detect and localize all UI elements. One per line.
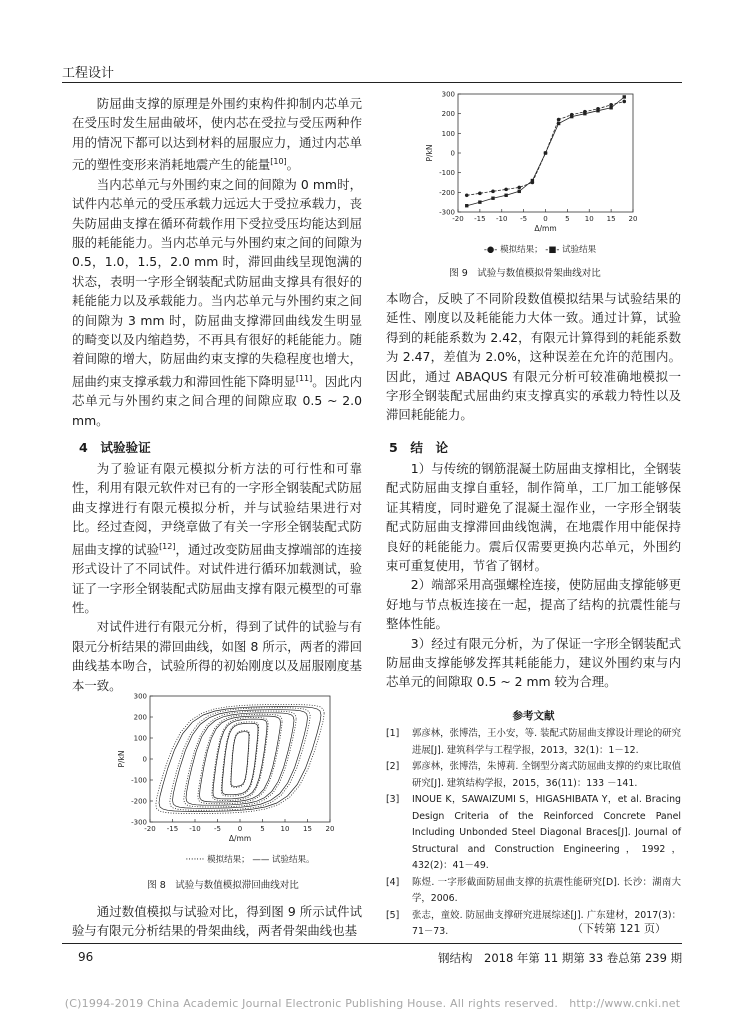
reference-item bbox=[386, 875, 681, 908]
fig9-y-axis-label: P/kN bbox=[425, 144, 434, 162]
fig8-dotted-loop bbox=[184, 711, 296, 807]
fig9-test-point bbox=[531, 179, 534, 182]
fig9-legend bbox=[445, 243, 635, 255]
reference-text: 张志，童姣. 防屈曲支撑研究进展综述[J]. 广东建材，2017(3)：71－73. bbox=[412, 909, 681, 937]
fig9-test-point bbox=[465, 204, 468, 207]
fig8-solid-loop bbox=[173, 710, 308, 809]
fig9-test-point bbox=[478, 200, 481, 203]
fig8-x-tick-label: 15 bbox=[303, 825, 312, 833]
fig9-sim-point bbox=[491, 190, 495, 194]
fig8-dotted-loop bbox=[212, 718, 268, 801]
left-column-bottom bbox=[72, 902, 362, 941]
fig9-sim-point bbox=[622, 100, 626, 104]
fig9-test-point bbox=[570, 115, 573, 118]
reference-list bbox=[386, 726, 681, 941]
running-header: 工程设计 bbox=[62, 66, 115, 81]
fig9-y-tick-label: -200 bbox=[439, 188, 455, 197]
reference-text: 郭彦林，张博浩，朱博莉. 全钢型分离式防屈曲支撑的约束比取值研究[J]. 建筑结构学报，2015，36(11)：133 －141. bbox=[412, 761, 681, 789]
section-heading-4: 4 试验验证 bbox=[79, 440, 151, 455]
fig9-test-point bbox=[491, 197, 494, 200]
left-column-top bbox=[72, 94, 362, 430]
reference-number: [5] bbox=[386, 909, 400, 921]
paragraph-coefficient: 本吻合，反映了不同阶段数值模拟结果与试验结果的延性、刚度以及耗能能力大体一致。通过计算，试验得到的耗能系数为 2.42，有限元计算得到的耗能系数为 2.47，差值为 2.0%，这种误差在允许的范围内。因此，通过 ABAQUS 有限元分析可较准确地模拟一字形全钢装配式屈曲约束支撑真实的承载力特性以及滞回耗能能力。 bbox=[386, 291, 681, 423]
fig8-y-tick-label: 100 bbox=[133, 734, 147, 743]
fig9-plot bbox=[425, 91, 637, 234]
fig9-y-tick-label: 200 bbox=[441, 110, 455, 119]
fig8-x-tick-label: -20 bbox=[144, 825, 156, 833]
fig8-x-tick-label: -5 bbox=[214, 825, 221, 833]
fig9-sim-point bbox=[517, 186, 521, 190]
fig9-x-tick-label: 15 bbox=[606, 215, 616, 223]
fig9-test-point bbox=[544, 151, 547, 154]
fig9-sim-point bbox=[478, 192, 482, 196]
fig9-y-tick-label: -300 bbox=[439, 208, 455, 217]
reference-text: 陈煜. 一字形截面防屈曲支撑的抗震性能研究[D]. 长沙：湖南大学，2006. bbox=[412, 876, 681, 904]
fig8-solid-loop bbox=[213, 719, 267, 799]
paragraph-fem: 对试件进行有限元分析，得到了试件的试验与有限元分析结果的滞回曲线，如图 8 所示，两者的滞回曲线基本吻合，试验所得的初始刚度以及屈服刚度基本一致。 bbox=[72, 619, 362, 693]
footer-rule bbox=[62, 943, 682, 944]
fig8-legend-sim: 模拟结果； bbox=[207, 855, 250, 865]
fig9-caption: 图 9 试验与数值模拟骨架曲线对比 bbox=[449, 268, 601, 279]
fig8-dotted-loop bbox=[221, 722, 258, 796]
paragraph-skeleton: 通过数值模拟与试验对比，得到图 9 所示试件试验与有限元分析结果的骨架曲线，两者骨架曲线也基 bbox=[72, 904, 362, 939]
figure-9-skeleton-chart bbox=[408, 88, 648, 243]
right-column-conclusions bbox=[386, 459, 681, 692]
fig8-x-tick-label: 0 bbox=[237, 825, 243, 833]
fig8-solid-loop bbox=[186, 713, 294, 805]
fig9-y-tick-label: 300 bbox=[441, 90, 455, 99]
fig8-x-tick-label: -10 bbox=[189, 825, 201, 833]
fig9-test-point bbox=[583, 112, 586, 115]
fig9-x-tick-label: 5 bbox=[565, 215, 570, 223]
reference-number: [3] bbox=[386, 794, 400, 805]
fig9-legend-test-swatch: -■- bbox=[545, 245, 560, 255]
continued-note: （下转第 121 页） bbox=[572, 922, 666, 935]
fig9-test-point bbox=[609, 106, 612, 109]
fig8-solid-loop bbox=[231, 732, 249, 787]
fig8-caption: 图 8 试验与数值模拟滞回曲线对比 bbox=[147, 880, 299, 891]
fig9-legend-test: 试验结果 bbox=[562, 245, 597, 255]
fig8-y-tick-label: 200 bbox=[133, 713, 147, 722]
reference-number: [2] bbox=[386, 761, 400, 772]
fig8-dotted-loop bbox=[198, 714, 282, 804]
reference-number: [1] bbox=[386, 728, 400, 739]
fig8-y-tick-label: -300 bbox=[131, 818, 147, 827]
reference-item bbox=[386, 726, 681, 759]
fig9-x-axis-label: Δ/mm bbox=[534, 224, 557, 233]
fig8-legend-sim-swatch: ······· bbox=[185, 855, 205, 865]
fig9-legend-sim-swatch: -●- bbox=[483, 245, 498, 255]
fig9-series-line bbox=[467, 102, 625, 196]
paragraph-gap: 当内芯单元与外围约束之间的间隙为 0 mm时，试件内芯单元的受压承载力远远大于受拉承载力，丧失防屈曲支撑在循环荷载作用下受拉受压均能达到屈服的耗能能力。当内芯单元与外围约束之间的间隙为 0.5，1.0，1.5，2.0 mm 时，滞回曲线呈现饱满的状态，表明一字形全钢装配式防屈曲支撑具有很好的耗能能力以及承载能力。当内芯单元与外围约束之间的间隙为 3 mm 时，防屈曲支撑滞回曲线发生明显的畸变以及内缩趋势，不再具有很好的耗能能力。随着间隙的增大，防屈曲约束支撑的失稳程度也增大，屈曲约束支撑承载力和滞回性能下降明显[11]。因此内芯单元与外围约束之间合理的间隙应取 0.5 ~ 2.0 mm。 bbox=[72, 176, 363, 428]
paragraph-verification: 为了验证有限元模拟分析方法的可行性和可靠性，利用有限元软件对已有的一字形全钢装配式防屈曲支撑进行有限元模拟分析，并与试验结果进行对比。经过查阅，尹绕章做了有关一字形全钢装配式防屈曲支撑的试验[12]，通过改变防屈曲支撑端部的连接形式设计了不同试件。对试件进行循环加载测试，验证了一字形全钢装配式防屈曲支撑有限元模型的可靠性。 bbox=[72, 461, 363, 615]
fig9-x-tick-label: -20 bbox=[452, 215, 464, 223]
fig8-x-tick-label: 5 bbox=[260, 825, 265, 833]
fig9-test-point bbox=[518, 190, 521, 193]
fig8-solid-loop bbox=[222, 723, 258, 794]
fig8-y-tick-label: 300 bbox=[133, 692, 147, 701]
conclusion-2: 2）端部采用高强螺栓连接，使防屈曲支撑能够更好地与节点板连接在一起，提高了结构的抗震性能与整体性能。 bbox=[386, 577, 681, 632]
fig8-legend-test-swatch: —— bbox=[252, 855, 270, 865]
references-title: 参考文献 bbox=[512, 710, 555, 722]
fig8-plot bbox=[117, 693, 334, 844]
fig8-x-tick-label: -15 bbox=[166, 825, 179, 833]
page-number: 96 bbox=[78, 950, 94, 964]
fig8-dotted-loop bbox=[156, 704, 324, 813]
conclusion-3: 3）经过有限元分析，为了保证一字形全钢装配式防屈曲支撑能够发挥其耗能能力，建议外围约束与内芯单元的间隙取 0.5 ~ 2 mm 较为合理。 bbox=[386, 635, 681, 690]
fig8-x-tick-label: 20 bbox=[325, 825, 335, 833]
reference-text: INOUE K，SAWAIZUMI S，HIGASHIBATA Y，et al. Bracing Design Criteria of the Reinforced Concrete Panel Including Unbonded Steel Diagonal Braces[J]. Journal of Structural and Construction Engineering，1992，432(2)：41－49. bbox=[412, 794, 681, 871]
fig8-y-tick-label: -200 bbox=[131, 797, 147, 806]
fig9-y-tick-label: 0 bbox=[450, 149, 455, 158]
copyright-watermark: (C)1994-2019 China Academic Journal Electronic Publishing House. All rights reserved. http://www.cnki.net bbox=[64, 997, 681, 1010]
fig9-x-tick-label: -10 bbox=[496, 215, 508, 223]
fig8-dotted-loop bbox=[231, 731, 250, 788]
fig9-y-tick-label: 100 bbox=[441, 129, 455, 138]
fig9-y-tick-label: -100 bbox=[439, 169, 455, 178]
fig8-x-tick-label: 10 bbox=[280, 825, 290, 833]
fig9-test-point bbox=[504, 194, 507, 197]
fig9-x-tick-label: 0 bbox=[543, 215, 548, 223]
fig9-sim-point bbox=[465, 193, 469, 197]
fig8-y-tick-label: 0 bbox=[142, 755, 147, 764]
header-rule bbox=[62, 82, 682, 83]
fig8-y-axis-label: P/kN bbox=[117, 750, 126, 768]
fig8-x-axis-label: Δ/mm bbox=[228, 834, 252, 843]
section-heading-5: 5 结 论 bbox=[389, 440, 449, 455]
fig8-solid-loop bbox=[159, 707, 321, 812]
fig8-dotted-loop bbox=[170, 708, 310, 811]
fig9-sim-point bbox=[504, 188, 508, 192]
fig9-legend-sim: 模拟结果； bbox=[500, 245, 543, 255]
journal-info: 钢结构 2018 年第 11 期第 33 卷总第 239 期 bbox=[438, 951, 683, 965]
fig8-legend-test: 试验结果。 bbox=[272, 855, 315, 865]
fig9-x-tick-label: 20 bbox=[628, 215, 638, 223]
reference-text: 郭彦林，张博浩，王小安，等. 装配式防屈曲支撑设计理论的研究进展[J]. 建筑科学与工程学报，2013，32(1)：1－12. bbox=[412, 728, 681, 756]
fig9-sim-point bbox=[557, 118, 561, 122]
fig8-y-tick-label: -100 bbox=[131, 776, 147, 785]
paragraph-principle: 防屈曲支撑的原理是外围约束构件抑制内芯单元在受压时发生屈曲破坏，使内芯在受拉与受压两种作用的情况下都可以达到材料的屈服应力，通过内芯单元的塑性变形来消耗地震产生的能量[10]。 bbox=[72, 96, 362, 173]
fig9-test-point bbox=[596, 109, 599, 112]
reference-number: [4] bbox=[386, 876, 400, 888]
fig9-x-tick-label: -15 bbox=[474, 215, 486, 223]
right-column-top bbox=[386, 289, 681, 425]
fig9-x-tick-label: -5 bbox=[520, 215, 528, 223]
fig9-test-point bbox=[623, 95, 626, 98]
figure-8-hysteresis-chart bbox=[100, 690, 350, 850]
fig8-solid-loop bbox=[200, 716, 281, 802]
conclusion-1: 1）与传统的钢筋混凝土防屈曲支撑相比，全钢装配式防屈曲支撑自重轻，制作简单，工厂加工能够保证其精度，同时避免了混凝土湿作业，一字形全钢装配式防屈曲支撑滞回曲线饱满，在地震作用中能保持良好的耗能能力。震后仅需要更换内芯单元，外围约束可重复使用，节省了钢材。 bbox=[386, 461, 681, 574]
reference-item bbox=[386, 792, 681, 875]
reference-item bbox=[386, 759, 681, 792]
fig8-legend bbox=[135, 853, 365, 865]
fig9-test-point bbox=[557, 122, 560, 125]
left-column-mid bbox=[72, 459, 362, 695]
fig9-x-tick-label: 10 bbox=[584, 215, 594, 223]
